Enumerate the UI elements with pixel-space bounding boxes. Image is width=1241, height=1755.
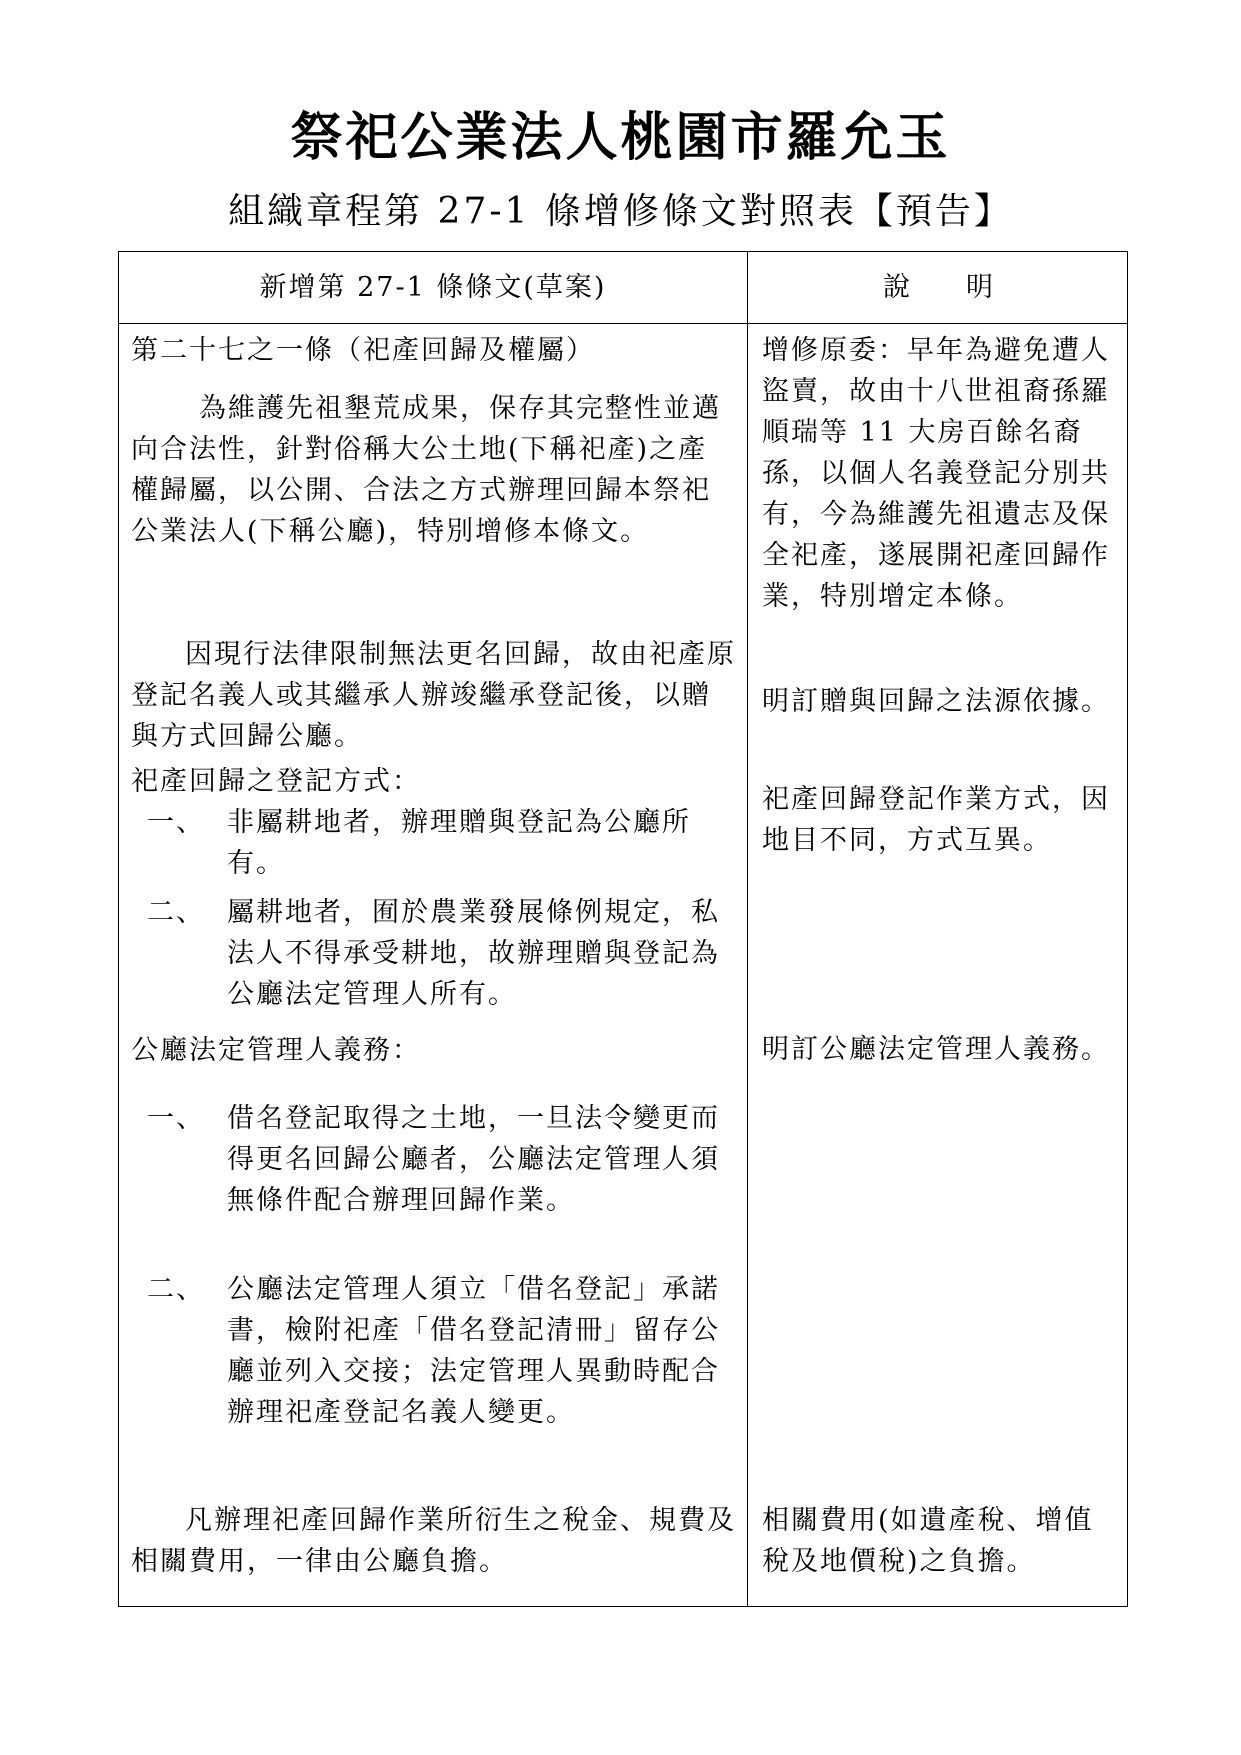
item-text: 屬耕地者，囿於農業發展條例規定，私法人不得承受耕地，故辦理贈與登記為公廳法定管理人所有。 (227, 897, 720, 1010)
item-number: 二、 (147, 1274, 205, 1305)
header-explanation (747, 252, 1129, 323)
document-title: 祭祀公業法人桃園市羅允玉 (290, 108, 951, 168)
duty-heading: 公廳法定管理人義務： (131, 1035, 421, 1066)
registration-item-1 (147, 802, 739, 884)
explanation-expenses: 相關費用(如遺產稅、增值稅及地價稅)之負擔。 (762, 1505, 1094, 1577)
item-text: 公廳法定管理人須立「借名登記」承諾書，檢附祀產「借名登記清冊」留存公廳並列入交接；法定管理人異動時配合辦理祀產登記名義人變更。 (227, 1274, 720, 1428)
duty-item-2 (147, 1269, 739, 1433)
explanation-manager-duty: 明訂公廳法定管理人義務。 (762, 1034, 1110, 1065)
item-number: 二、 (147, 897, 205, 928)
explanation-gift-basis: 明訂贈與回歸之法源依據。 (762, 686, 1110, 717)
article-heading: 第二十七之一條（祀產回歸及權屬） (131, 335, 595, 366)
comparison-table (118, 251, 1128, 1607)
item-text: 非屬耕地者，辦理贈與登記為公廳所有。 (227, 807, 691, 879)
explanation-background: 增修原委：早年為避免遭人盜賣，故由十八世祖裔孫羅順瑞等 11 大房百餘名裔孫，以個人名義登記分別共有，今為維護先祖遺志及保全祀產，遂展開祀產回歸作業，特別增定本條。 (762, 335, 1110, 612)
header-explanation-char-1: 說 (883, 272, 910, 303)
article-paragraph-method: 因現行法律限制無法更名回歸，故由祀產原登記名義人或其繼承人辦竣繼承登記後，以贈與方式回歸公廳。 (131, 639, 736, 752)
item-number: 一、 (147, 1103, 205, 1134)
registration-heading: 祀產回歸之登記方式： (131, 766, 421, 797)
registration-item-2 (147, 892, 739, 1015)
header-article-draft: 新增第 27-1 條條文(草案) (259, 272, 607, 303)
item-number: 一、 (147, 807, 205, 838)
header-divider (119, 323, 1127, 324)
explanation-registration-method: 祀產回歸登記作業方式，因地目不同，方式互異。 (762, 784, 1110, 856)
item-text: 借名登記取得之土地，一旦法令變更而得更名回歸公廳者，公廳法定管理人須無條件配合辦理回歸作業。 (227, 1103, 720, 1216)
article-paragraph-expenses: 凡辦理祀產回歸作業所衍生之稅金、規費及相關費用，一律由公廳負擔。 (131, 1505, 736, 1577)
document-subtitle: 組織章程第 27-1 條增修條文對照表【預告】 (228, 191, 1013, 232)
header-explanation-char-2: 明 (966, 272, 993, 303)
duty-item-1 (147, 1098, 739, 1221)
article-paragraph-purpose: 為維護先祖墾荒成果，保存其完整性並邁向合法性，針對俗稱大公土地(下稱祀產)之產權歸屬，以公開、合法之方式辦理回歸本祭祀公業法人(下稱公廳)，特別增修本條文。 (131, 393, 721, 547)
column-divider (747, 252, 748, 1606)
